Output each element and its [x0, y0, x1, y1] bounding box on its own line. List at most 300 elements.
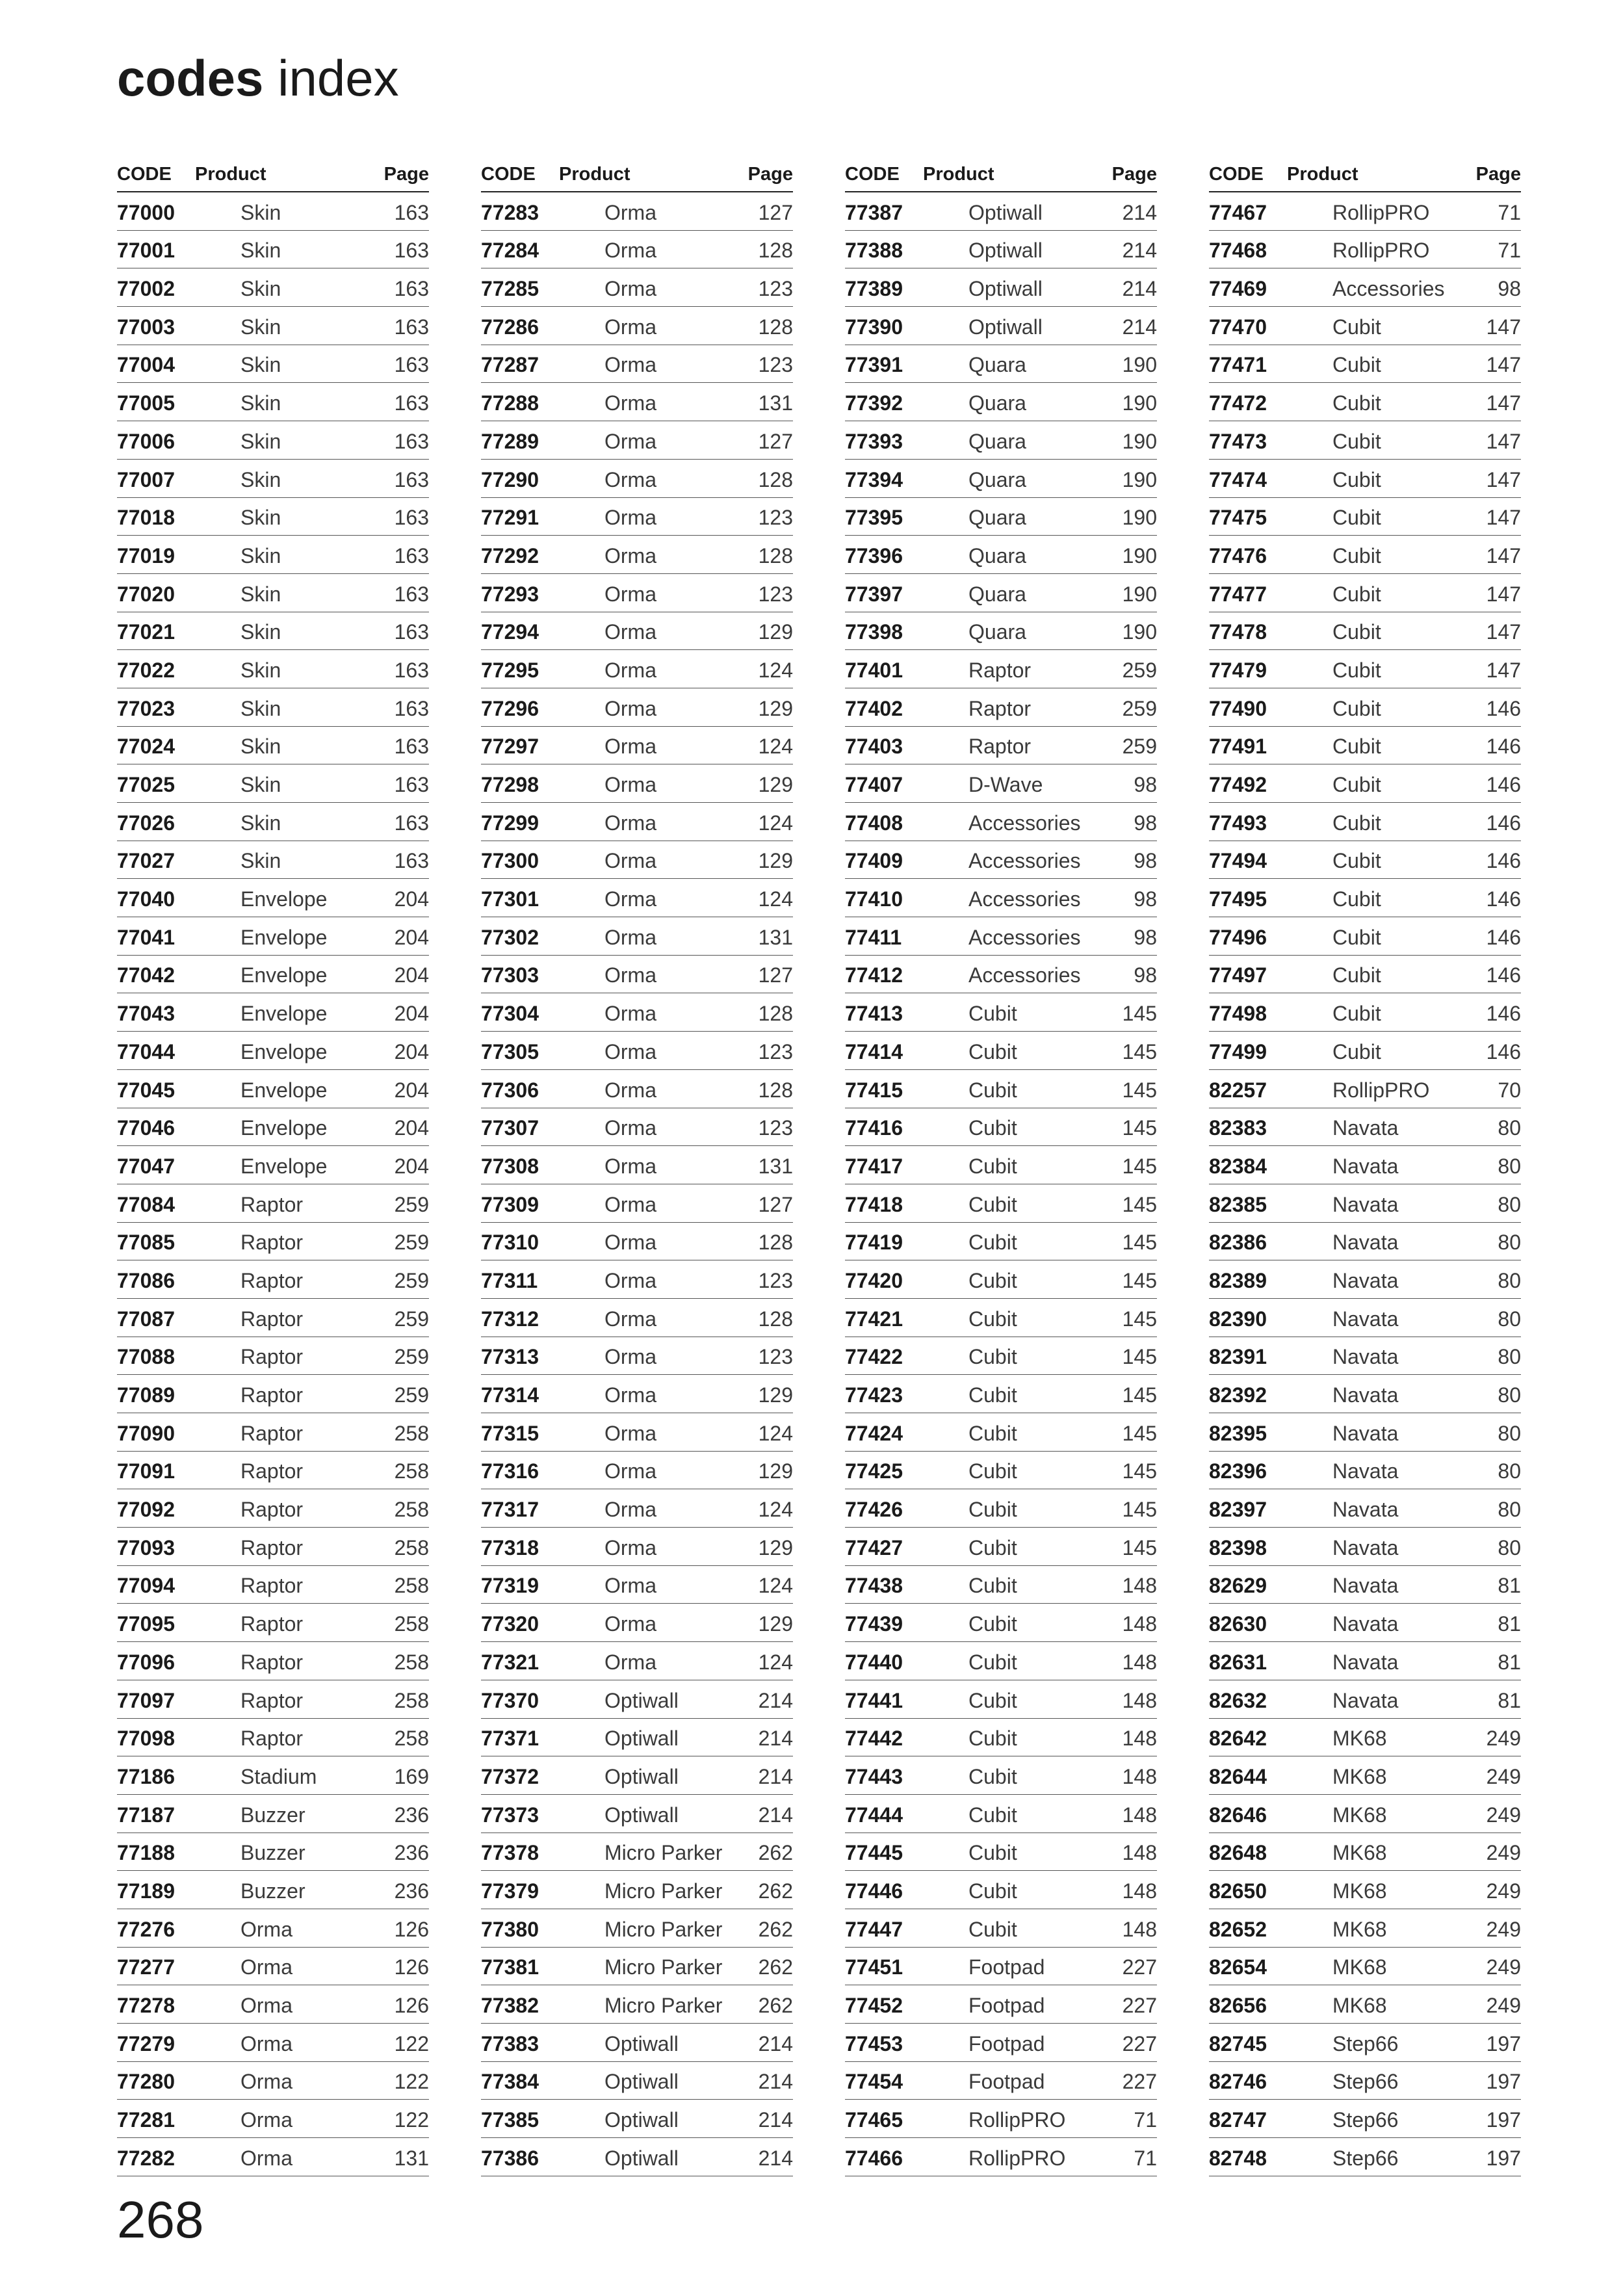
row-code: 77379 — [481, 1879, 539, 1903]
row-product: Orma — [604, 849, 656, 873]
row-code: 77007 — [117, 467, 175, 491]
row-code: 82383 — [1209, 1116, 1267, 1140]
row-product: Envelope — [240, 925, 328, 949]
table-row — [117, 1452, 429, 1490]
row-product: Cubit — [968, 1383, 1017, 1407]
row-code: 77018 — [117, 506, 175, 530]
row-code: 77419 — [845, 1231, 903, 1255]
row-code: 77470 — [1209, 315, 1267, 339]
row-code: 77381 — [481, 1955, 539, 1979]
row-page: 147 — [1486, 391, 1521, 415]
table-row — [117, 764, 429, 803]
row-product: Cubit — [968, 1268, 1017, 1292]
row-code: 82397 — [1209, 1498, 1267, 1522]
table-row — [481, 460, 793, 498]
row-product: Optiwall — [604, 2108, 679, 2132]
table-row — [845, 1032, 1157, 1070]
table-row — [1209, 1299, 1521, 1337]
table-row — [481, 1413, 793, 1452]
row-product: Orma — [604, 506, 656, 530]
header-code: CODE — [117, 164, 172, 185]
row-page: 71 — [1498, 200, 1521, 224]
row-code: 77469 — [1209, 277, 1267, 301]
table-row — [481, 421, 793, 460]
row-code: 77476 — [1209, 543, 1267, 567]
column-header — [845, 160, 1157, 192]
row-page: 147 — [1486, 658, 1521, 682]
row-product: Cubit — [968, 1879, 1017, 1903]
row-product: Skin — [240, 773, 281, 796]
row-product: Cubit — [968, 1154, 1017, 1178]
row-code: 77282 — [117, 2146, 175, 2170]
row-code: 77186 — [117, 1764, 175, 1788]
row-product: Optiwall — [604, 1764, 679, 1788]
table-row — [481, 268, 793, 307]
table-row — [1209, 1375, 1521, 1413]
table-row — [117, 2100, 429, 2138]
table-row — [117, 1146, 429, 1184]
row-code: 77407 — [845, 773, 903, 796]
row-page: 129 — [758, 1535, 793, 1559]
row-code: 77020 — [117, 582, 175, 606]
row-page: 124 — [758, 1574, 793, 1598]
table-row — [117, 1070, 429, 1108]
row-product: Cubit — [968, 1498, 1017, 1522]
row-code: 82386 — [1209, 1231, 1267, 1255]
row-page: 258 — [394, 1498, 429, 1522]
table-row — [1209, 345, 1521, 384]
row-product: Step66 — [1332, 2108, 1399, 2132]
row-page: 124 — [758, 811, 793, 835]
table-row — [117, 1795, 429, 1833]
table-row — [481, 1375, 793, 1413]
row-product: Orma — [604, 467, 656, 491]
table-row — [117, 1032, 429, 1070]
row-product: Cubit — [1332, 735, 1381, 759]
table-row — [1209, 1871, 1521, 1909]
row-code: 77280 — [117, 2070, 175, 2094]
row-product: Orma — [604, 811, 656, 835]
row-product: Cubit — [968, 1803, 1017, 1827]
row-code: 77438 — [845, 1574, 903, 1598]
row-product: Orma — [604, 1574, 656, 1598]
row-page: 145 — [1122, 1078, 1157, 1102]
row-page: 163 — [394, 543, 429, 567]
row-product: Orma — [240, 2070, 292, 2094]
row-page: 145 — [1122, 1192, 1157, 1216]
row-product: Navata — [1332, 1268, 1399, 1292]
row-page: 80 — [1498, 1421, 1521, 1445]
row-code: 77092 — [117, 1498, 175, 1522]
table-row — [845, 574, 1157, 612]
row-code: 77277 — [117, 1955, 175, 1979]
row-code: 77292 — [481, 543, 539, 567]
row-page: 147 — [1486, 429, 1521, 453]
row-product: Cubit — [1332, 658, 1381, 682]
table-row — [1209, 192, 1521, 231]
row-page: 259 — [394, 1192, 429, 1216]
row-code: 77001 — [117, 239, 175, 263]
table-row — [117, 1756, 429, 1795]
row-product: Envelope — [240, 1039, 328, 1063]
row-code: 77453 — [845, 2031, 903, 2055]
codes-column-2 — [481, 160, 793, 2176]
row-product: Cubit — [968, 1116, 1017, 1140]
row-code: 77293 — [481, 582, 539, 606]
row-code: 77383 — [481, 2031, 539, 2055]
row-page: 127 — [758, 963, 793, 987]
row-product: Skin — [240, 353, 281, 377]
row-code: 77403 — [845, 735, 903, 759]
table-row — [117, 1108, 429, 1147]
row-product: Raptor — [240, 1231, 304, 1255]
row-code: 77451 — [845, 1955, 903, 1979]
row-code: 77085 — [117, 1231, 175, 1255]
row-page: 126 — [394, 1955, 429, 1979]
page-title-light: index — [278, 49, 399, 107]
row-page: 259 — [1122, 658, 1157, 682]
row-code: 77320 — [481, 1612, 539, 1636]
row-code: 77021 — [117, 620, 175, 644]
row-product: Optiwall — [604, 1727, 679, 1751]
row-product: Cubit — [968, 1727, 1017, 1751]
table-row — [481, 574, 793, 612]
row-page: 122 — [394, 2070, 429, 2094]
row-product: Orma — [604, 1116, 656, 1140]
row-page: 123 — [758, 1268, 793, 1292]
row-product: Orma — [240, 2108, 292, 2132]
row-page: 204 — [394, 1039, 429, 1063]
row-page: 258 — [394, 1688, 429, 1712]
table-row — [1209, 1948, 1521, 1986]
table-row — [845, 2062, 1157, 2100]
codes-column-1 — [117, 160, 429, 2176]
table-row — [481, 1337, 793, 1376]
table-row — [845, 1528, 1157, 1566]
row-code: 77447 — [845, 1917, 903, 1941]
row-page: 148 — [1122, 1917, 1157, 1941]
row-code: 77392 — [845, 391, 903, 415]
row-product: Cubit — [1332, 429, 1381, 453]
row-code: 77091 — [117, 1459, 175, 1483]
table-row — [1209, 1489, 1521, 1528]
row-code: 82648 — [1209, 1841, 1267, 1865]
row-product: Cubit — [968, 1841, 1017, 1865]
row-product: D-Wave — [968, 773, 1043, 796]
row-product: Raptor — [968, 735, 1032, 759]
row-code: 77396 — [845, 543, 903, 567]
row-code: 77090 — [117, 1421, 175, 1445]
row-page: 123 — [758, 1116, 793, 1140]
row-page: 126 — [394, 1994, 429, 2017]
row-page: 214 — [758, 1764, 793, 1788]
row-page: 214 — [1122, 277, 1157, 301]
row-page: 70 — [1498, 1078, 1521, 1102]
row-code: 77027 — [117, 849, 175, 873]
row-page: 190 — [1122, 391, 1157, 415]
row-page: 227 — [1122, 2070, 1157, 2094]
row-code: 77393 — [845, 429, 903, 453]
row-code: 77000 — [117, 200, 175, 224]
row-product: MK68 — [1332, 1727, 1387, 1751]
page-number: 268 — [117, 2191, 204, 2249]
row-product: Accessories — [968, 811, 1081, 835]
row-code: 77024 — [117, 735, 175, 759]
row-code: 77394 — [845, 467, 903, 491]
row-code: 77300 — [481, 849, 539, 873]
table-row — [1209, 2062, 1521, 2100]
row-code: 82644 — [1209, 1764, 1267, 1788]
row-code: 77495 — [1209, 887, 1267, 911]
table-row — [1209, 498, 1521, 536]
row-page: 124 — [758, 1650, 793, 1674]
row-code: 77466 — [845, 2146, 903, 2170]
row-code: 77094 — [117, 1574, 175, 1598]
row-code: 82652 — [1209, 1917, 1267, 1941]
row-product: Raptor — [240, 1574, 304, 1598]
row-page: 259 — [394, 1231, 429, 1255]
row-code: 77473 — [1209, 429, 1267, 453]
row-product: Navata — [1332, 1421, 1399, 1445]
row-product: Cubit — [968, 1688, 1017, 1712]
header-page: Page — [747, 164, 793, 185]
table-row — [1209, 879, 1521, 917]
table-row — [481, 231, 793, 269]
row-page: 145 — [1122, 1383, 1157, 1407]
row-code: 77421 — [845, 1307, 903, 1331]
row-code: 77384 — [481, 2070, 539, 2094]
row-product: Quara — [968, 543, 1026, 567]
table-row — [1209, 650, 1521, 688]
table-row — [117, 650, 429, 688]
row-code: 77477 — [1209, 582, 1267, 606]
row-code: 77390 — [845, 315, 903, 339]
row-page: 145 — [1122, 1116, 1157, 1140]
row-code: 82390 — [1209, 1307, 1267, 1331]
table-row — [1209, 612, 1521, 651]
table-row — [1209, 2100, 1521, 2138]
row-code: 77309 — [481, 1192, 539, 1216]
table-row — [845, 536, 1157, 574]
row-code: 77042 — [117, 963, 175, 987]
row-page: 249 — [1486, 1727, 1521, 1751]
table-row — [481, 688, 793, 727]
table-row — [1209, 688, 1521, 727]
row-product: MK68 — [1332, 1803, 1387, 1827]
row-page: 204 — [394, 1002, 429, 1026]
row-code: 82630 — [1209, 1612, 1267, 1636]
row-code: 77188 — [117, 1841, 175, 1865]
row-code: 77321 — [481, 1650, 539, 1674]
row-product: Cubit — [968, 1764, 1017, 1788]
row-page: 236 — [394, 1841, 429, 1865]
table-row — [845, 1680, 1157, 1719]
table-row — [117, 2062, 429, 2100]
table-row — [845, 1223, 1157, 1261]
row-page: 148 — [1122, 1650, 1157, 1674]
row-page: 98 — [1134, 811, 1157, 835]
table-row — [845, 1489, 1157, 1528]
column-rows — [845, 192, 1157, 2176]
row-page: 197 — [1486, 2070, 1521, 2094]
table-row — [1209, 1566, 1521, 1604]
table-row — [481, 2100, 793, 2138]
table-row — [117, 1375, 429, 1413]
row-product: Raptor — [240, 1307, 304, 1331]
table-row — [117, 612, 429, 651]
row-product: Cubit — [968, 1078, 1017, 1102]
row-product: Orma — [604, 1307, 656, 1331]
row-page: 80 — [1498, 1307, 1521, 1331]
row-product: Micro Parker — [604, 1879, 723, 1903]
row-product: Quara — [968, 620, 1026, 644]
row-page: 80 — [1498, 1268, 1521, 1292]
row-product: Skin — [240, 429, 281, 453]
table-row — [1209, 1413, 1521, 1452]
row-code: 77415 — [845, 1078, 903, 1102]
table-row — [117, 268, 429, 307]
row-code: 77427 — [845, 1535, 903, 1559]
row-product: Skin — [240, 543, 281, 567]
row-product: Navata — [1332, 1231, 1399, 1255]
row-page: 145 — [1122, 1345, 1157, 1369]
row-page: 259 — [394, 1268, 429, 1292]
row-page: 148 — [1122, 1574, 1157, 1598]
table-row — [1209, 1833, 1521, 1872]
row-product: Cubit — [968, 1612, 1017, 1636]
row-page: 147 — [1486, 620, 1521, 644]
table-row — [117, 1184, 429, 1223]
row-code: 77401 — [845, 658, 903, 682]
row-code: 82631 — [1209, 1650, 1267, 1674]
row-code: 77497 — [1209, 963, 1267, 987]
row-page: 81 — [1498, 1574, 1521, 1598]
row-product: RollipPRO — [968, 2108, 1066, 2132]
row-code: 77474 — [1209, 467, 1267, 491]
table-row — [1209, 307, 1521, 345]
row-page: 129 — [758, 696, 793, 720]
row-code: 77002 — [117, 277, 175, 301]
row-code: 77372 — [481, 1764, 539, 1788]
table-row — [481, 764, 793, 803]
codes-column-4 — [1209, 160, 1521, 2176]
row-product: Skin — [240, 391, 281, 415]
row-page: 214 — [758, 2070, 793, 2094]
table-row — [1209, 1642, 1521, 1680]
row-page: 128 — [758, 315, 793, 339]
row-page: 128 — [758, 1002, 793, 1026]
table-row — [845, 956, 1157, 994]
row-code: 77414 — [845, 1039, 903, 1063]
row-product: Skin — [240, 582, 281, 606]
row-product: Orma — [604, 1535, 656, 1559]
row-code: 77298 — [481, 773, 539, 796]
row-page: 227 — [1122, 2031, 1157, 2055]
row-product: MK68 — [1332, 1994, 1387, 2017]
row-code: 82646 — [1209, 1803, 1267, 1827]
row-product: Orma — [604, 239, 656, 263]
row-code: 82654 — [1209, 1955, 1267, 1979]
table-row — [117, 1528, 429, 1566]
row-page: 128 — [758, 467, 793, 491]
table-row — [481, 345, 793, 384]
row-product: Footpad — [968, 1994, 1045, 2017]
table-row — [117, 727, 429, 765]
table-row — [845, 1375, 1157, 1413]
row-product: Raptor — [240, 1459, 304, 1483]
row-product: Cubit — [1332, 582, 1381, 606]
row-code: 77426 — [845, 1498, 903, 1522]
table-row — [117, 2024, 429, 2062]
table-row — [845, 1108, 1157, 1147]
row-page: 148 — [1122, 1612, 1157, 1636]
table-row — [1209, 536, 1521, 574]
row-page: 128 — [758, 1078, 793, 1102]
row-page: 214 — [758, 2031, 793, 2055]
table-row — [1209, 993, 1521, 1032]
row-page: 259 — [1122, 735, 1157, 759]
row-product: Cubit — [1332, 963, 1381, 987]
row-product: Raptor — [240, 1535, 304, 1559]
row-page: 249 — [1486, 1994, 1521, 2017]
table-row — [845, 1566, 1157, 1604]
row-page: 146 — [1486, 735, 1521, 759]
row-page: 98 — [1134, 887, 1157, 911]
row-code: 77022 — [117, 658, 175, 682]
row-product: Orma — [604, 1612, 656, 1636]
row-code: 77468 — [1209, 239, 1267, 263]
row-code: 77187 — [117, 1803, 175, 1827]
table-row — [845, 727, 1157, 765]
row-code: 77440 — [845, 1650, 903, 1674]
row-code: 77308 — [481, 1154, 539, 1178]
row-code: 82257 — [1209, 1078, 1267, 1102]
row-code: 77023 — [117, 696, 175, 720]
row-page: 258 — [394, 1727, 429, 1751]
row-product: Orma — [604, 582, 656, 606]
table-row — [117, 1337, 429, 1376]
row-page: 214 — [758, 1688, 793, 1712]
row-page: 214 — [1122, 315, 1157, 339]
table-row — [845, 1909, 1157, 1948]
row-product: Cubit — [968, 1039, 1017, 1063]
table-row — [845, 268, 1157, 307]
row-product: Raptor — [968, 696, 1032, 720]
row-code: 77278 — [117, 1994, 175, 2017]
row-product: Quara — [968, 506, 1026, 530]
table-row — [117, 460, 429, 498]
row-page: 197 — [1486, 2031, 1521, 2055]
row-code: 77319 — [481, 1574, 539, 1598]
row-product: Footpad — [968, 2031, 1045, 2055]
row-product: Micro Parker — [604, 1917, 723, 1941]
row-code: 77395 — [845, 506, 903, 530]
table-row — [845, 1260, 1157, 1299]
table-row — [845, 231, 1157, 269]
row-code: 77026 — [117, 811, 175, 835]
row-product: Cubit — [968, 1650, 1017, 1674]
row-page: 145 — [1122, 1039, 1157, 1063]
row-product: Raptor — [240, 1345, 304, 1369]
row-product: Quara — [968, 429, 1026, 453]
row-page: 204 — [394, 1116, 429, 1140]
row-code: 77189 — [117, 1879, 175, 1903]
table-row — [1209, 1260, 1521, 1299]
table-row — [481, 650, 793, 688]
header-code: CODE — [845, 164, 900, 185]
row-product: Orma — [604, 353, 656, 377]
row-page: 124 — [758, 1421, 793, 1445]
